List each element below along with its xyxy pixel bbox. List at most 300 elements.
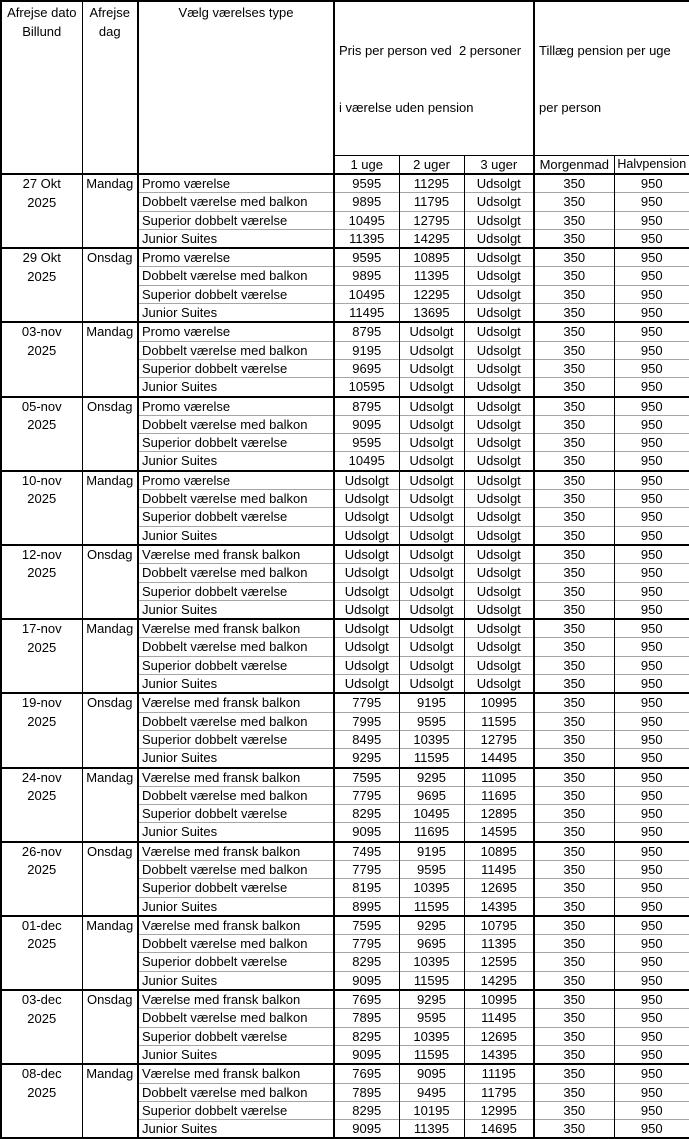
departure-day-cell: Mandag bbox=[82, 174, 138, 248]
half-board-supplement-cell: 950 bbox=[614, 712, 689, 730]
half-board-supplement-cell: 950 bbox=[614, 434, 689, 452]
room-type-cell: Værelse med fransk balkon bbox=[138, 619, 334, 638]
price-1-week-cell: Udsolgt bbox=[334, 619, 399, 638]
header-price-group-line2: i værelse uden pension bbox=[339, 100, 474, 115]
half-board-supplement-cell: 950 bbox=[614, 267, 689, 285]
room-type-cell: Værelse med fransk balkon bbox=[138, 990, 334, 1009]
breakfast-supplement-cell: 350 bbox=[534, 693, 614, 712]
price-3-weeks-cell: Udsolgt bbox=[464, 174, 534, 193]
price-3-weeks-cell: 11495 bbox=[464, 1009, 534, 1027]
price-2-weeks-cell: Udsolgt bbox=[399, 452, 464, 471]
half-board-supplement-cell: 950 bbox=[614, 656, 689, 674]
half-board-supplement-cell: 950 bbox=[614, 786, 689, 804]
price-2-weeks-cell: Udsolgt bbox=[399, 508, 464, 526]
price-3-weeks-cell: 12795 bbox=[464, 730, 534, 748]
price-3-weeks-cell: Udsolgt bbox=[464, 508, 534, 526]
room-type-cell: Værelse med fransk balkon bbox=[138, 1064, 334, 1083]
price-3-weeks-cell: 12595 bbox=[464, 953, 534, 971]
departure-date-line: 2025 bbox=[27, 491, 57, 507]
price-3-weeks-cell: Udsolgt bbox=[464, 526, 534, 545]
half-board-supplement-cell: 950 bbox=[614, 304, 689, 323]
breakfast-supplement-cell: 350 bbox=[534, 526, 614, 545]
price-3-weeks-cell: Udsolgt bbox=[464, 378, 534, 397]
header-departure-day-line2: dag bbox=[98, 24, 121, 39]
room-type-cell: Superior dobbelt værelse bbox=[138, 211, 334, 229]
breakfast-supplement-cell: 350 bbox=[534, 805, 614, 823]
half-board-supplement-cell: 950 bbox=[614, 693, 689, 712]
price-2-weeks-cell: 10395 bbox=[399, 953, 464, 971]
price-1-week-cell: 9095 bbox=[334, 1045, 399, 1064]
breakfast-supplement-cell: 350 bbox=[534, 397, 614, 416]
departure-date-line: 03-dec bbox=[21, 992, 62, 1008]
half-board-supplement-cell: 950 bbox=[614, 359, 689, 377]
header-pension-group-line1: Tillæg pension per uge bbox=[539, 43, 671, 58]
half-board-supplement-cell: 950 bbox=[614, 1009, 689, 1027]
table-row bbox=[1, 322, 689, 341]
price-2-weeks-cell: 10495 bbox=[399, 805, 464, 823]
price-1-week-cell: 9095 bbox=[334, 823, 399, 842]
departure-date-line: 26-nov bbox=[21, 843, 62, 859]
price-1-week-cell: Udsolgt bbox=[334, 675, 399, 694]
price-1-week-cell: 7795 bbox=[334, 935, 399, 953]
price-2-weeks-cell: 11395 bbox=[399, 267, 464, 285]
departure-date-cell bbox=[1, 916, 82, 990]
room-type-cell: Promo værelse bbox=[138, 174, 334, 193]
breakfast-supplement-cell: 350 bbox=[534, 471, 614, 490]
table-row bbox=[1, 916, 689, 935]
half-board-supplement-cell: 950 bbox=[614, 860, 689, 878]
departure-day-cell: Onsdag bbox=[82, 397, 138, 471]
breakfast-supplement-cell: 350 bbox=[534, 842, 614, 861]
breakfast-supplement-cell: 350 bbox=[534, 545, 614, 564]
departure-date-line: 2025 bbox=[27, 936, 57, 952]
room-type-cell: Promo værelse bbox=[138, 248, 334, 267]
departure-day-cell: Onsdag bbox=[82, 842, 138, 916]
price-1-week-cell: 8295 bbox=[334, 1027, 399, 1045]
header-breakfast: Morgenmad bbox=[534, 156, 614, 175]
departure-date-cell bbox=[1, 174, 82, 248]
header-room-type-label: Vælg værelses type bbox=[178, 5, 294, 20]
room-type-cell: Junior Suites bbox=[138, 600, 334, 619]
price-1-week-cell: 9095 bbox=[334, 1120, 399, 1139]
breakfast-supplement-cell: 350 bbox=[534, 1101, 614, 1119]
price-3-weeks-cell: 14395 bbox=[464, 1045, 534, 1064]
room-type-cell: Junior Suites bbox=[138, 749, 334, 768]
table-row bbox=[1, 545, 689, 564]
breakfast-supplement-cell: 350 bbox=[534, 211, 614, 229]
breakfast-supplement-cell: 350 bbox=[534, 935, 614, 953]
breakfast-supplement-cell: 350 bbox=[534, 267, 614, 285]
half-board-supplement-cell: 950 bbox=[614, 582, 689, 600]
price-2-weeks-cell: 10395 bbox=[399, 1027, 464, 1045]
departure-date-line: 24-nov bbox=[21, 769, 62, 785]
price-1-week-cell: 10595 bbox=[334, 378, 399, 397]
half-board-supplement-cell: 950 bbox=[614, 935, 689, 953]
half-board-supplement-cell: 950 bbox=[614, 229, 689, 248]
departure-date-line: 10-nov bbox=[21, 472, 62, 488]
price-1-week-cell: 9695 bbox=[334, 359, 399, 377]
price-1-week-cell: Udsolgt bbox=[334, 656, 399, 674]
departure-date-line: 2025 bbox=[27, 862, 57, 878]
price-3-weeks-cell: Udsolgt bbox=[464, 656, 534, 674]
price-2-weeks-cell: 11595 bbox=[399, 897, 464, 916]
room-type-cell: Junior Suites bbox=[138, 452, 334, 471]
price-1-week-cell: 9895 bbox=[334, 267, 399, 285]
room-type-cell: Værelse med fransk balkon bbox=[138, 768, 334, 787]
header-row-top bbox=[1, 1, 689, 156]
half-board-supplement-cell: 950 bbox=[614, 452, 689, 471]
price-3-weeks-cell: 10995 bbox=[464, 693, 534, 712]
departure-day-cell: Mandag bbox=[82, 619, 138, 693]
header-pension-group-line2: per person bbox=[539, 100, 602, 115]
price-2-weeks-cell: 9295 bbox=[399, 990, 464, 1009]
price-1-week-cell: 7695 bbox=[334, 1064, 399, 1083]
room-type-cell: Junior Suites bbox=[138, 1120, 334, 1139]
half-board-supplement-cell: 950 bbox=[614, 526, 689, 545]
price-1-week-cell: Udsolgt bbox=[334, 471, 399, 490]
breakfast-supplement-cell: 350 bbox=[534, 1083, 614, 1101]
price-1-week-cell: 7595 bbox=[334, 916, 399, 935]
room-type-cell: Junior Suites bbox=[138, 823, 334, 842]
price-3-weeks-cell: Udsolgt bbox=[464, 248, 534, 267]
price-3-weeks-cell: Udsolgt bbox=[464, 193, 534, 211]
half-board-supplement-cell: 950 bbox=[614, 638, 689, 656]
price-1-week-cell: Udsolgt bbox=[334, 545, 399, 564]
header-departure-day-line1: Afrejse bbox=[89, 5, 130, 20]
room-type-cell: Dobbelt værelse med balkon bbox=[138, 935, 334, 953]
departure-date-cell bbox=[1, 693, 82, 767]
price-2-weeks-cell: 9195 bbox=[399, 842, 464, 861]
price-1-week-cell: 8195 bbox=[334, 879, 399, 897]
departure-date-line: 2025 bbox=[27, 639, 57, 655]
departure-date-line: 29 Okt bbox=[22, 250, 61, 266]
breakfast-supplement-cell: 350 bbox=[534, 341, 614, 359]
price-3-weeks-cell: Udsolgt bbox=[464, 229, 534, 248]
breakfast-supplement-cell: 350 bbox=[534, 990, 614, 1009]
price-2-weeks-cell: Udsolgt bbox=[399, 397, 464, 416]
price-2-weeks-cell: 9295 bbox=[399, 768, 464, 787]
breakfast-supplement-cell: 350 bbox=[534, 174, 614, 193]
price-3-weeks-cell: 10895 bbox=[464, 842, 534, 861]
price-2-weeks-cell: Udsolgt bbox=[399, 675, 464, 694]
breakfast-supplement-cell: 350 bbox=[534, 823, 614, 842]
room-type-cell: Junior Suites bbox=[138, 1045, 334, 1064]
departure-day-cell: Mandag bbox=[82, 1064, 138, 1138]
price-1-week-cell: Udsolgt bbox=[334, 508, 399, 526]
room-type-cell: Dobbelt værelse med balkon bbox=[138, 267, 334, 285]
header-pension-group bbox=[534, 1, 689, 156]
half-board-supplement-cell: 950 bbox=[614, 730, 689, 748]
room-type-cell: Superior dobbelt værelse bbox=[138, 285, 334, 303]
half-board-supplement-cell: 950 bbox=[614, 916, 689, 935]
price-1-week-cell: 9295 bbox=[334, 749, 399, 768]
room-type-cell: Junior Suites bbox=[138, 304, 334, 323]
price-1-week-cell: 8295 bbox=[334, 1101, 399, 1119]
breakfast-supplement-cell: 350 bbox=[534, 619, 614, 638]
price-2-weeks-cell: 9295 bbox=[399, 916, 464, 935]
half-board-supplement-cell: 950 bbox=[614, 675, 689, 694]
price-3-weeks-cell: Udsolgt bbox=[464, 285, 534, 303]
breakfast-supplement-cell: 350 bbox=[534, 860, 614, 878]
price-2-weeks-cell: Udsolgt bbox=[399, 341, 464, 359]
departure-date-line: 2025 bbox=[27, 268, 57, 284]
header-price-group bbox=[334, 1, 534, 156]
price-1-week-cell: 7695 bbox=[334, 990, 399, 1009]
price-2-weeks-cell: Udsolgt bbox=[399, 322, 464, 341]
breakfast-supplement-cell: 350 bbox=[534, 1009, 614, 1027]
price-3-weeks-cell: Udsolgt bbox=[464, 304, 534, 323]
price-3-weeks-cell: Udsolgt bbox=[464, 490, 534, 508]
room-type-cell: Superior dobbelt værelse bbox=[138, 879, 334, 897]
price-2-weeks-cell: 9595 bbox=[399, 712, 464, 730]
price-2-weeks-cell: 10395 bbox=[399, 730, 464, 748]
price-3-weeks-cell: 14395 bbox=[464, 897, 534, 916]
departure-day-cell: Onsdag bbox=[82, 248, 138, 322]
price-3-weeks-cell: Udsolgt bbox=[464, 619, 534, 638]
price-3-weeks-cell: 12695 bbox=[464, 1027, 534, 1045]
breakfast-supplement-cell: 350 bbox=[534, 229, 614, 248]
breakfast-supplement-cell: 350 bbox=[534, 1045, 614, 1064]
half-board-supplement-cell: 950 bbox=[614, 508, 689, 526]
price-3-weeks-cell: 14295 bbox=[464, 971, 534, 990]
header-departure-day bbox=[82, 1, 138, 174]
breakfast-supplement-cell: 350 bbox=[534, 359, 614, 377]
price-1-week-cell: Udsolgt bbox=[334, 564, 399, 582]
breakfast-supplement-cell: 350 bbox=[534, 600, 614, 619]
price-2-weeks-cell: Udsolgt bbox=[399, 600, 464, 619]
price-2-weeks-cell: Udsolgt bbox=[399, 656, 464, 674]
price-3-weeks-cell: 10795 bbox=[464, 916, 534, 935]
price-2-weeks-cell: 9195 bbox=[399, 693, 464, 712]
breakfast-supplement-cell: 350 bbox=[534, 378, 614, 397]
room-type-cell: Junior Suites bbox=[138, 675, 334, 694]
half-board-supplement-cell: 950 bbox=[614, 341, 689, 359]
price-1-week-cell: 10495 bbox=[334, 452, 399, 471]
breakfast-supplement-cell: 350 bbox=[534, 434, 614, 452]
breakfast-supplement-cell: 350 bbox=[534, 582, 614, 600]
departure-date-cell bbox=[1, 248, 82, 322]
room-type-cell: Dobbelt værelse med balkon bbox=[138, 564, 334, 582]
price-3-weeks-cell: Udsolgt bbox=[464, 322, 534, 341]
breakfast-supplement-cell: 350 bbox=[534, 285, 614, 303]
table-row bbox=[1, 471, 689, 490]
breakfast-supplement-cell: 350 bbox=[534, 248, 614, 267]
departure-date-line: 08-dec bbox=[21, 1066, 62, 1082]
breakfast-supplement-cell: 350 bbox=[534, 1064, 614, 1083]
price-1-week-cell: 7995 bbox=[334, 712, 399, 730]
table-header bbox=[1, 1, 689, 174]
header-room-type bbox=[138, 1, 334, 174]
price-1-week-cell: Udsolgt bbox=[334, 582, 399, 600]
room-type-cell: Junior Suites bbox=[138, 378, 334, 397]
price-2-weeks-cell: 9095 bbox=[399, 1064, 464, 1083]
price-2-weeks-cell: 11295 bbox=[399, 174, 464, 193]
price-3-weeks-cell: Udsolgt bbox=[464, 452, 534, 471]
half-board-supplement-cell: 950 bbox=[614, 285, 689, 303]
half-board-supplement-cell: 950 bbox=[614, 378, 689, 397]
price-3-weeks-cell: Udsolgt bbox=[464, 211, 534, 229]
departure-day-cell: Onsdag bbox=[82, 990, 138, 1064]
room-type-cell: Dobbelt værelse med balkon bbox=[138, 490, 334, 508]
half-board-supplement-cell: 950 bbox=[614, 211, 689, 229]
half-board-supplement-cell: 950 bbox=[614, 1045, 689, 1064]
departure-date-line: 2025 bbox=[27, 713, 57, 729]
price-2-weeks-cell: 9595 bbox=[399, 1009, 464, 1027]
price-1-week-cell: 9595 bbox=[334, 174, 399, 193]
half-board-supplement-cell: 950 bbox=[614, 897, 689, 916]
table-row bbox=[1, 842, 689, 861]
breakfast-supplement-cell: 350 bbox=[534, 1027, 614, 1045]
departure-date-cell bbox=[1, 322, 82, 396]
breakfast-supplement-cell: 350 bbox=[534, 730, 614, 748]
price-2-weeks-cell: Udsolgt bbox=[399, 471, 464, 490]
price-2-weeks-cell: Udsolgt bbox=[399, 359, 464, 377]
room-type-cell: Værelse med fransk balkon bbox=[138, 916, 334, 935]
price-1-week-cell: 7795 bbox=[334, 860, 399, 878]
departure-date-line: 2025 bbox=[27, 1084, 57, 1100]
departure-date-line: 05-nov bbox=[21, 398, 62, 414]
price-2-weeks-cell: 12295 bbox=[399, 285, 464, 303]
price-3-weeks-cell: Udsolgt bbox=[464, 434, 534, 452]
price-1-week-cell: 7495 bbox=[334, 842, 399, 861]
breakfast-supplement-cell: 350 bbox=[534, 564, 614, 582]
breakfast-supplement-cell: 350 bbox=[534, 1120, 614, 1139]
price-3-weeks-cell: Udsolgt bbox=[464, 415, 534, 433]
half-board-supplement-cell: 950 bbox=[614, 1064, 689, 1083]
price-2-weeks-cell: 11595 bbox=[399, 1045, 464, 1064]
half-board-supplement-cell: 950 bbox=[614, 193, 689, 211]
table-row bbox=[1, 619, 689, 638]
table-row bbox=[1, 1064, 689, 1083]
price-3-weeks-cell: 12995 bbox=[464, 1101, 534, 1119]
half-board-supplement-cell: 950 bbox=[614, 564, 689, 582]
half-board-supplement-cell: 950 bbox=[614, 600, 689, 619]
departure-date-cell bbox=[1, 768, 82, 842]
price-3-weeks-cell: 11795 bbox=[464, 1083, 534, 1101]
room-type-cell: Junior Suites bbox=[138, 229, 334, 248]
half-board-supplement-cell: 950 bbox=[614, 174, 689, 193]
breakfast-supplement-cell: 350 bbox=[534, 508, 614, 526]
room-type-cell: Værelse med fransk balkon bbox=[138, 842, 334, 861]
breakfast-supplement-cell: 350 bbox=[534, 452, 614, 471]
price-2-weeks-cell: 9495 bbox=[399, 1083, 464, 1101]
price-1-week-cell: 7795 bbox=[334, 693, 399, 712]
breakfast-supplement-cell: 350 bbox=[534, 749, 614, 768]
price-2-weeks-cell: 9695 bbox=[399, 935, 464, 953]
header-departure-date-line1: Afrejse dato bbox=[7, 5, 77, 20]
departure-day-cell: Mandag bbox=[82, 322, 138, 396]
departure-date-line: 2025 bbox=[27, 194, 57, 210]
header-departure-date-line2: Billund bbox=[22, 24, 62, 39]
price-1-week-cell: 9895 bbox=[334, 193, 399, 211]
departure-date-line: 2025 bbox=[27, 417, 57, 433]
departure-date-line: 2025 bbox=[27, 788, 57, 803]
table-row bbox=[1, 768, 689, 787]
half-board-supplement-cell: 950 bbox=[614, 1101, 689, 1119]
departure-date-cell bbox=[1, 471, 82, 545]
room-type-cell: Dobbelt værelse med balkon bbox=[138, 415, 334, 433]
room-type-cell: Dobbelt værelse med balkon bbox=[138, 341, 334, 359]
room-type-cell: Junior Suites bbox=[138, 971, 334, 990]
header-1-week: 1 uge bbox=[334, 156, 399, 175]
price-2-weeks-cell: 10395 bbox=[399, 879, 464, 897]
table-row bbox=[1, 174, 689, 193]
half-board-supplement-cell: 950 bbox=[614, 971, 689, 990]
price-3-weeks-cell: Udsolgt bbox=[464, 545, 534, 564]
breakfast-supplement-cell: 350 bbox=[534, 675, 614, 694]
departure-date-line: 2025 bbox=[27, 565, 57, 581]
price-2-weeks-cell: 9595 bbox=[399, 860, 464, 878]
price-2-weeks-cell: 11595 bbox=[399, 749, 464, 768]
half-board-supplement-cell: 950 bbox=[614, 879, 689, 897]
departure-date-cell bbox=[1, 397, 82, 471]
room-type-cell: Junior Suites bbox=[138, 526, 334, 545]
departure-day-cell: Mandag bbox=[82, 768, 138, 842]
half-board-supplement-cell: 950 bbox=[614, 749, 689, 768]
price-2-weeks-cell: 11595 bbox=[399, 971, 464, 990]
price-1-week-cell: 7595 bbox=[334, 768, 399, 787]
price-1-week-cell: 8795 bbox=[334, 322, 399, 341]
price-2-weeks-cell: 10195 bbox=[399, 1101, 464, 1119]
price-3-weeks-cell: 11595 bbox=[464, 712, 534, 730]
half-board-supplement-cell: 950 bbox=[614, 619, 689, 638]
half-board-supplement-cell: 950 bbox=[614, 397, 689, 416]
departure-day-cell: Onsdag bbox=[82, 693, 138, 767]
price-1-week-cell: 7895 bbox=[334, 1083, 399, 1101]
price-3-weeks-cell: 10995 bbox=[464, 990, 534, 1009]
price-3-weeks-cell: Udsolgt bbox=[464, 341, 534, 359]
breakfast-supplement-cell: 350 bbox=[534, 490, 614, 508]
price-2-weeks-cell: Udsolgt bbox=[399, 415, 464, 433]
header-half-board: Halvpension bbox=[614, 156, 689, 175]
half-board-supplement-cell: 950 bbox=[614, 990, 689, 1009]
room-type-cell: Superior dobbelt værelse bbox=[138, 359, 334, 377]
room-type-cell: Promo værelse bbox=[138, 322, 334, 341]
breakfast-supplement-cell: 350 bbox=[534, 193, 614, 211]
price-3-weeks-cell: Udsolgt bbox=[464, 582, 534, 600]
room-type-cell: Værelse med fransk balkon bbox=[138, 693, 334, 712]
price-3-weeks-cell: Udsolgt bbox=[464, 638, 534, 656]
breakfast-supplement-cell: 350 bbox=[534, 768, 614, 787]
half-board-supplement-cell: 950 bbox=[614, 953, 689, 971]
departure-day-cell: Mandag bbox=[82, 916, 138, 990]
departure-date-line: 2025 bbox=[27, 342, 57, 358]
price-1-week-cell: 9095 bbox=[334, 971, 399, 990]
breakfast-supplement-cell: 350 bbox=[534, 322, 614, 341]
departure-day-cell: Onsdag bbox=[82, 545, 138, 619]
breakfast-supplement-cell: 350 bbox=[534, 971, 614, 990]
price-3-weeks-cell: Udsolgt bbox=[464, 359, 534, 377]
price-3-weeks-cell: Udsolgt bbox=[464, 564, 534, 582]
price-3-weeks-cell: Udsolgt bbox=[464, 675, 534, 694]
price-1-week-cell: 9095 bbox=[334, 415, 399, 433]
breakfast-supplement-cell: 350 bbox=[534, 712, 614, 730]
price-2-weeks-cell: Udsolgt bbox=[399, 434, 464, 452]
price-1-week-cell: 8295 bbox=[334, 953, 399, 971]
room-type-cell: Superior dobbelt værelse bbox=[138, 730, 334, 748]
room-type-cell: Værelse med fransk balkon bbox=[138, 545, 334, 564]
room-type-cell: Superior dobbelt værelse bbox=[138, 656, 334, 674]
price-3-weeks-cell: Udsolgt bbox=[464, 600, 534, 619]
price-2-weeks-cell: Udsolgt bbox=[399, 378, 464, 397]
price-2-weeks-cell: 11795 bbox=[399, 193, 464, 211]
price-3-weeks-cell: 14695 bbox=[464, 1120, 534, 1139]
half-board-supplement-cell: 950 bbox=[614, 842, 689, 861]
price-1-week-cell: 7795 bbox=[334, 786, 399, 804]
price-2-weeks-cell: 11695 bbox=[399, 823, 464, 842]
breakfast-supplement-cell: 350 bbox=[534, 415, 614, 433]
room-type-cell: Dobbelt værelse med balkon bbox=[138, 193, 334, 211]
